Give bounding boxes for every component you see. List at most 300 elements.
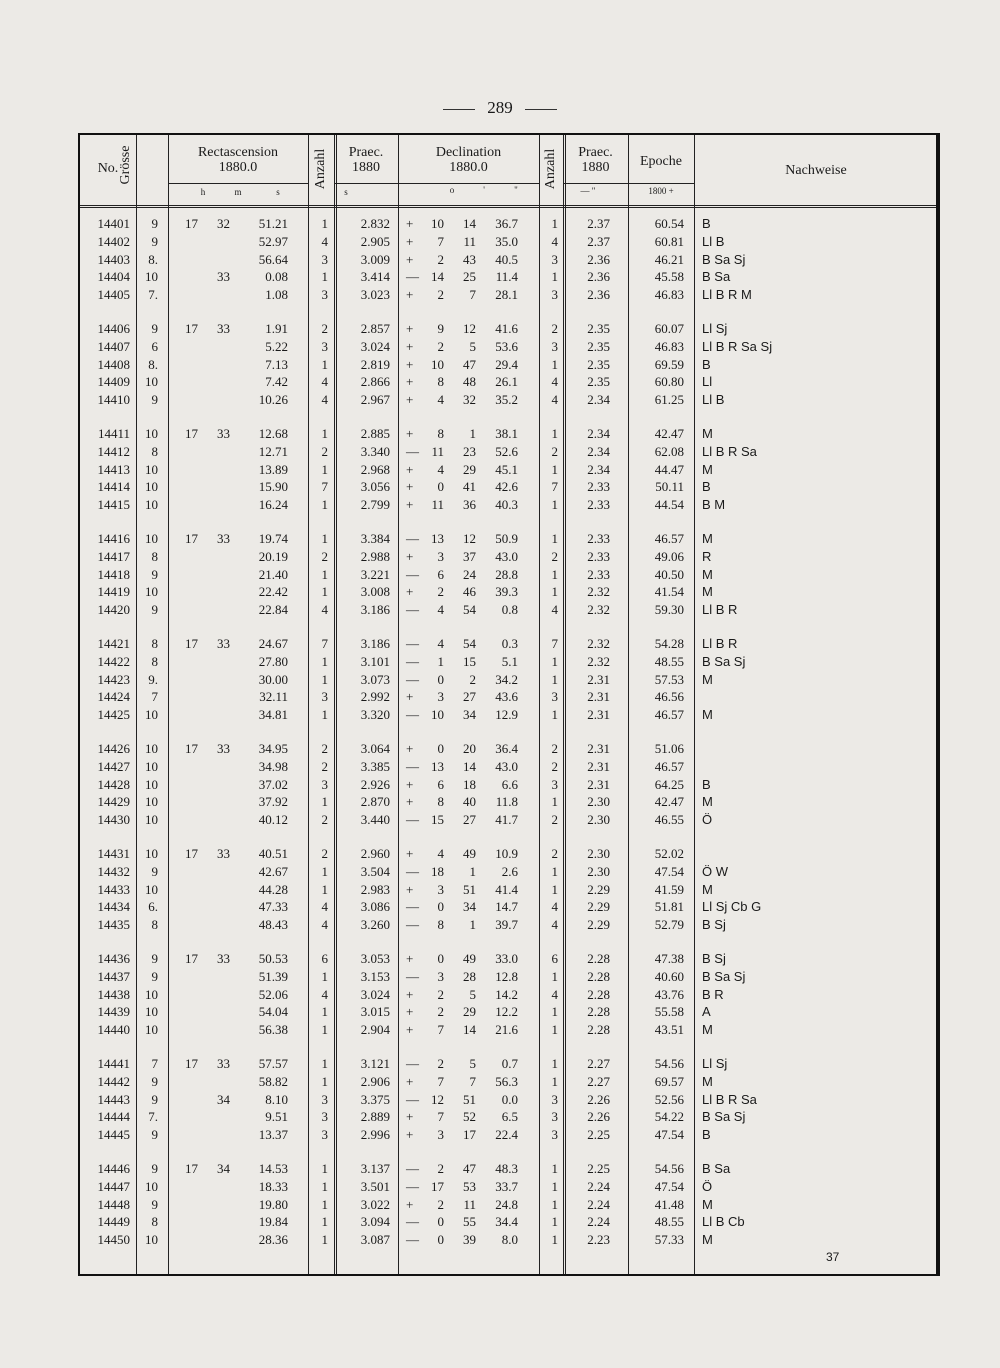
cell-ra-s: 15.90 <box>258 479 288 495</box>
cell-ra-s: 7.42 <box>265 374 288 390</box>
cell-groesse: 10 <box>145 1022 158 1038</box>
cell-epoche: 45.58 <box>654 269 684 285</box>
cell-decl-sign: + <box>406 233 414 249</box>
cell-anzahl: 4 <box>321 392 328 408</box>
cell-decl-sec: 41.7 <box>495 812 518 828</box>
cell-no: 14424 <box>97 689 130 705</box>
cell-no: 14435 <box>97 917 130 933</box>
cell-anzahl2: 2 <box>551 548 558 564</box>
cell-anzahl2: 1 <box>551 1073 558 1089</box>
cell-decl-sec: 39.3 <box>495 584 518 600</box>
cell-anzahl2: 4 <box>551 602 558 618</box>
cell-anzahl: 1 <box>321 1073 328 1089</box>
cell-decl-sign: + <box>406 1127 414 1143</box>
cell-praec-ra: 3.086 <box>360 899 390 915</box>
cell-no: 14421 <box>97 636 130 651</box>
cell-anzahl: 1 <box>321 356 328 372</box>
cell-ra-m: 33 <box>217 269 230 285</box>
cell-anzahl: 1 <box>321 881 328 897</box>
cell-epoche: 46.83 <box>654 287 684 303</box>
cell-decl-sign: + <box>406 1196 414 1212</box>
cell-anzahl: 3 <box>321 1127 328 1143</box>
cell-anzahl2: 1 <box>551 1214 558 1230</box>
cell-decl-min: 43 <box>463 251 476 267</box>
cell-decl-sec: 28.1 <box>495 287 518 303</box>
cell-decl-deg: 0 <box>437 479 444 495</box>
cell-decl-deg: 0 <box>437 671 444 687</box>
cell-decl-sign: — <box>406 671 419 687</box>
cell-decl-sign: — <box>406 1091 419 1107</box>
cell-anzahl: 1 <box>321 794 328 810</box>
cell-anzahl2: 1 <box>551 461 558 477</box>
star-catalogue-table <box>78 133 940 1276</box>
cell-ra-s: 20.19 <box>258 548 288 564</box>
cell-decl-sign: + <box>406 479 414 495</box>
cell-praec-ra: 2.819 <box>360 356 390 372</box>
cell-epoche: 54.28 <box>654 636 684 651</box>
cell-decl-sign: — <box>406 1178 419 1194</box>
cell-decl-deg: 2 <box>437 986 444 1002</box>
cell-praec-decl: 2.34 <box>587 392 610 408</box>
cell-groesse: 8 <box>151 548 158 564</box>
cell-praec-decl: 2.35 <box>587 338 610 354</box>
col-praec-decl-header <box>563 145 628 175</box>
cell-groesse: 7. <box>148 1109 158 1125</box>
cell-anzahl: 1 <box>321 707 328 723</box>
cell-epoche: 60.81 <box>654 233 684 249</box>
cell-anzahl2: 2 <box>551 443 558 459</box>
cell-praec-ra: 2.960 <box>360 846 390 861</box>
cell-praec-ra: 3.056 <box>360 479 390 495</box>
cell-epoche: 61.25 <box>654 392 684 408</box>
cell-decl-min: 37 <box>463 548 476 564</box>
cell-ra-m: 33 <box>217 321 230 336</box>
col-praec-ra-header <box>334 145 398 175</box>
cell-praec-decl: 2.24 <box>587 1196 610 1212</box>
cell-praec-decl: 2.33 <box>587 548 610 564</box>
cell-praec-ra: 3.385 <box>360 758 390 774</box>
cell-anzahl2: 1 <box>551 1022 558 1038</box>
praec-decl-label: Praec. <box>578 145 613 160</box>
cell-praec-decl: 2.34 <box>587 443 610 459</box>
cell-ra-m: 33 <box>217 951 230 966</box>
cell-groesse: 10 <box>145 846 158 861</box>
cell-praec-decl: 2.28 <box>587 986 610 1002</box>
cell-praec-ra: 2.967 <box>360 392 390 408</box>
cell-groesse: 9 <box>151 1073 158 1089</box>
cell-ra-s: 19.80 <box>258 1196 288 1212</box>
cell-decl-min: 51 <box>463 1091 476 1107</box>
cell-decl-min: 1 <box>469 917 476 933</box>
cell-praec-ra: 3.101 <box>360 653 390 669</box>
col-ra-header <box>168 145 308 175</box>
cell-decl-min: 11 <box>463 233 476 249</box>
cell-groesse: 9 <box>151 1161 158 1176</box>
cell-groesse: 6. <box>148 899 158 915</box>
cell-epoche: 43.51 <box>654 1022 684 1038</box>
cell-decl-sign: + <box>406 374 414 390</box>
cell-praec-ra: 3.414 <box>360 269 390 285</box>
cell-anzahl2: 1 <box>551 1196 558 1212</box>
cell-decl-sign: + <box>406 497 414 513</box>
cell-anzahl: 1 <box>321 497 328 513</box>
col-decl-header <box>398 145 539 175</box>
cell-epoche: 46.57 <box>654 707 684 723</box>
cell-praec-ra: 3.501 <box>360 1178 390 1194</box>
cell-groesse: 10 <box>145 1004 158 1020</box>
cell-decl-sign: — <box>406 917 419 933</box>
cell-decl-deg: 14 <box>431 269 444 285</box>
cell-praec-decl: 2.27 <box>587 1073 610 1089</box>
cell-anzahl: 1 <box>321 671 328 687</box>
cell-ra-h: 17 <box>185 846 198 861</box>
cell-nachweise: B <box>702 356 711 372</box>
cell-no: 14447 <box>97 1178 130 1194</box>
cell-praec-decl: 2.24 <box>587 1178 610 1194</box>
cell-decl-min: 47 <box>463 356 476 372</box>
cell-anzahl: 3 <box>321 1091 328 1107</box>
cell-ra-s: 56.64 <box>258 251 288 267</box>
cell-decl-min: 52 <box>463 1109 476 1125</box>
cell-anzahl: 3 <box>321 689 328 705</box>
cell-epoche: 48.55 <box>654 1214 684 1230</box>
cell-no: 14401 <box>97 216 130 231</box>
cell-praec-ra: 3.320 <box>360 707 390 723</box>
cell-decl-sec: 39.7 <box>495 917 518 933</box>
cell-no: 14411 <box>97 426 130 441</box>
cell-decl-sec: 50.9 <box>495 531 518 546</box>
cell-praec-ra: 3.260 <box>360 917 390 933</box>
cell-decl-deg: 6 <box>437 566 444 582</box>
cell-anzahl2: 3 <box>551 1091 558 1107</box>
cell-no: 14409 <box>97 374 130 390</box>
cell-no: 14414 <box>97 479 130 495</box>
cell-ra-s: 7.13 <box>265 356 288 372</box>
cell-groesse: 9 <box>151 1196 158 1212</box>
cell-ra-s: 40.51 <box>258 846 288 861</box>
cell-anzahl: 6 <box>321 951 328 966</box>
cell-epoche: 54.56 <box>654 1056 684 1071</box>
cell-decl-sign: + <box>406 356 414 372</box>
cell-no: 14434 <box>97 899 130 915</box>
cell-epoche: 41.54 <box>654 584 684 600</box>
cell-praec-ra: 2.904 <box>360 1022 390 1038</box>
cell-decl-deg: 2 <box>437 1004 444 1020</box>
cell-decl-sign: + <box>406 216 414 231</box>
cell-groesse: 9 <box>151 968 158 984</box>
cell-nachweise: B Sa <box>702 1161 731 1176</box>
cell-decl-sign: + <box>406 689 414 705</box>
cell-decl-sec: 21.6 <box>495 1022 518 1038</box>
cell-praec-ra: 3.024 <box>360 338 390 354</box>
cell-decl-deg: 4 <box>437 636 444 651</box>
cell-anzahl2: 7 <box>551 636 558 651</box>
cell-praec-decl: 2.35 <box>587 356 610 372</box>
cell-decl-deg: 4 <box>437 392 444 408</box>
cell-nachweise: Ö W <box>702 863 728 879</box>
cell-praec-ra: 3.504 <box>360 863 390 879</box>
cell-decl-sec: 56.3 <box>495 1073 518 1089</box>
cell-decl-min: 2 <box>469 671 476 687</box>
cell-anzahl2: 4 <box>551 374 558 390</box>
cell-praec-ra: 3.087 <box>360 1232 390 1248</box>
cell-decl-sign: — <box>406 531 419 546</box>
cell-decl-sec: 24.8 <box>495 1196 518 1212</box>
col-nachweise-header: Nachweise <box>785 163 847 178</box>
cell-decl-sec: 45.1 <box>495 461 518 477</box>
cell-decl-sec: 6.5 <box>501 1109 518 1125</box>
cell-praec-decl: 2.32 <box>587 602 610 618</box>
cell-nachweise: M <box>702 794 713 810</box>
cell-nachweise: B <box>702 776 711 792</box>
cell-praec-ra: 3.064 <box>360 741 390 756</box>
cell-decl-min: 27 <box>463 812 476 828</box>
cell-nachweise: M <box>702 584 713 600</box>
cell-nachweise: B Sa Sj <box>702 968 746 984</box>
cell-praec-decl: 2.37 <box>587 216 610 231</box>
cell-nachweise: M <box>702 461 713 477</box>
cell-anzahl: 1 <box>321 1196 328 1212</box>
epoche-unit: 1800 + <box>648 186 674 196</box>
cell-ra-m: 34 <box>217 1161 230 1176</box>
cell-no: 14420 <box>97 602 130 618</box>
cell-praec-decl: 2.31 <box>587 741 610 756</box>
cell-decl-min: 41 <box>463 479 476 495</box>
cell-decl-sec: 43.0 <box>495 548 518 564</box>
cell-ra-s: 44.28 <box>258 881 288 897</box>
cell-decl-deg: 3 <box>437 689 444 705</box>
cell-nachweise: Ll B Cb <box>702 1214 745 1230</box>
cell-epoche: 40.50 <box>654 566 684 582</box>
cell-nachweise: M <box>702 566 713 582</box>
col-anzahl-header: Anzahl <box>313 148 328 190</box>
cell-groesse: 10 <box>145 584 158 600</box>
cell-epoche: 46.83 <box>654 338 684 354</box>
cell-decl-deg: 2 <box>437 1056 444 1071</box>
cell-anzahl: 1 <box>321 1004 328 1020</box>
cell-anzahl: 1 <box>321 1056 328 1071</box>
cell-nachweise: M <box>702 426 713 441</box>
cell-groesse: 10 <box>145 374 158 390</box>
cell-no: 14433 <box>97 881 130 897</box>
cell-decl-sec: 53.6 <box>495 338 518 354</box>
cell-praec-decl: 2.24 <box>587 1214 610 1230</box>
cell-nachweise: Ll Sj Cb G <box>702 899 762 915</box>
cell-praec-decl: 2.37 <box>587 233 610 249</box>
cell-decl-sec: 0.7 <box>501 1056 518 1071</box>
cell-ra-s: 27.80 <box>258 653 288 669</box>
cell-no: 14405 <box>97 287 130 303</box>
cell-anzahl: 3 <box>321 251 328 267</box>
cell-praec-ra: 2.905 <box>360 233 390 249</box>
cell-decl-deg: 0 <box>437 1232 444 1248</box>
cell-nachweise: Ll <box>702 374 713 390</box>
cell-decl-sec: 8.0 <box>501 1232 518 1248</box>
cell-epoche: 57.33 <box>654 1232 684 1248</box>
cell-epoche: 41.59 <box>654 881 684 897</box>
cell-praec-decl: 2.36 <box>587 269 610 285</box>
cell-ra-s: 1.91 <box>265 321 288 336</box>
cell-groesse: 9 <box>151 602 158 618</box>
cell-praec-ra: 3.009 <box>360 251 390 267</box>
decl-title: Declination <box>435 145 502 160</box>
cell-praec-ra: 3.137 <box>360 1161 390 1176</box>
cell-groesse: 9 <box>151 1127 158 1143</box>
cell-nachweise: Ll B <box>702 392 725 408</box>
cell-decl-min: 51 <box>463 881 476 897</box>
cell-decl-sign: — <box>406 1161 419 1176</box>
cell-anzahl: 1 <box>321 1232 328 1248</box>
cell-groesse: 10 <box>145 741 158 756</box>
cell-decl-sign: + <box>406 338 414 354</box>
cell-praec-decl: 2.29 <box>587 881 610 897</box>
cell-decl-min: 28 <box>463 968 476 984</box>
cell-decl-min: 14 <box>463 216 476 231</box>
cell-anzahl: 4 <box>321 899 328 915</box>
cell-ra-h: 17 <box>185 216 198 231</box>
cell-anzahl2: 1 <box>551 794 558 810</box>
cell-ra-s: 47.33 <box>258 899 288 915</box>
cell-epoche: 46.57 <box>654 758 684 774</box>
cell-anzahl2: 4 <box>551 392 558 408</box>
page-number <box>0 98 1000 118</box>
cell-groesse: 9 <box>151 951 158 966</box>
cell-decl-sec: 26.1 <box>495 374 518 390</box>
cell-decl-deg: 2 <box>437 1196 444 1212</box>
cell-decl-sec: 41.4 <box>495 881 518 897</box>
cell-praec-ra: 3.221 <box>360 566 390 582</box>
cell-anzahl: 1 <box>321 426 328 441</box>
cell-ra-s: 1.08 <box>265 287 288 303</box>
cell-decl-min: 49 <box>463 951 476 966</box>
cell-decl-sign: + <box>406 426 414 441</box>
cell-ra-s: 19.74 <box>258 531 288 546</box>
cell-ra-m: 32 <box>217 216 230 231</box>
cell-ra-s: 19.84 <box>258 1214 288 1230</box>
cell-decl-sign: — <box>406 968 419 984</box>
cell-ra-s: 37.92 <box>258 794 288 810</box>
cell-anzahl: 2 <box>321 443 328 459</box>
cell-no: 14415 <box>97 497 130 513</box>
cell-decl-deg: 13 <box>431 531 444 546</box>
cell-ra-s: 28.36 <box>258 1232 288 1248</box>
cell-decl-sign: + <box>406 392 414 408</box>
cell-no: 14423 <box>97 671 130 687</box>
ra-s-unit: s <box>276 187 280 197</box>
cell-epoche: 44.47 <box>654 461 684 477</box>
cell-decl-sec: 38.1 <box>495 426 518 441</box>
cell-praec-ra: 2.906 <box>360 1073 390 1089</box>
cell-groesse: 9 <box>151 233 158 249</box>
cell-decl-sign: + <box>406 1073 414 1089</box>
cell-anzahl2: 4 <box>551 986 558 1002</box>
cell-nachweise: M <box>702 1073 713 1089</box>
praec-ra-year: 1880 <box>352 160 380 175</box>
cell-ra-s: 10.26 <box>258 392 288 408</box>
cell-praec-ra: 3.121 <box>360 1056 390 1071</box>
cell-nachweise: B Sa Sj <box>702 653 746 669</box>
cell-anzahl2: 3 <box>551 776 558 792</box>
cell-decl-min: 36 <box>463 497 476 513</box>
cell-decl-sec: 33.7 <box>495 1178 518 1194</box>
cell-ra-m: 33 <box>217 636 230 651</box>
cell-nachweise: B <box>702 1127 711 1143</box>
cell-ra-s: 9.51 <box>265 1109 288 1125</box>
cell-anzahl2: 4 <box>551 899 558 915</box>
cell-ra-s: 54.04 <box>258 1004 288 1020</box>
cell-praec-ra: 3.023 <box>360 287 390 303</box>
cell-ra-m: 34 <box>217 1091 230 1107</box>
footer-mark: 37 <box>826 1250 840 1264</box>
cell-decl-min: 48 <box>463 374 476 390</box>
cell-praec-decl: 2.33 <box>587 566 610 582</box>
cell-decl-deg: 9 <box>437 321 444 336</box>
cell-groesse: 10 <box>145 1178 158 1194</box>
cell-praec-ra: 3.186 <box>360 602 390 618</box>
cell-nachweise: M <box>702 707 713 723</box>
cell-no: 14429 <box>97 794 130 810</box>
cell-decl-sec: 12.2 <box>495 1004 518 1020</box>
cell-decl-min: 46 <box>463 584 476 600</box>
cell-groesse: 10 <box>145 812 158 828</box>
cell-groesse: 9 <box>151 392 158 408</box>
cell-epoche: 46.57 <box>654 531 684 546</box>
cell-decl-sec: 28.8 <box>495 566 518 582</box>
cell-decl-deg: 3 <box>437 1127 444 1143</box>
cell-decl-deg: 12 <box>431 1091 444 1107</box>
cell-decl-deg: 0 <box>437 899 444 915</box>
cell-decl-min: 12 <box>463 531 476 546</box>
cell-groesse: 10 <box>145 758 158 774</box>
cell-no: 14443 <box>97 1091 130 1107</box>
cell-decl-sec: 33.0 <box>495 951 518 966</box>
cell-ra-s: 21.40 <box>258 566 288 582</box>
cell-praec-ra: 2.885 <box>360 426 390 441</box>
cell-praec-decl: 2.33 <box>587 479 610 495</box>
cell-decl-sign: + <box>406 548 414 564</box>
cell-decl-sign: — <box>406 602 419 618</box>
cell-anzahl: 4 <box>321 374 328 390</box>
decl-deg-unit: o <box>449 185 455 195</box>
cell-praec-ra: 3.022 <box>360 1196 390 1212</box>
cell-nachweise: B Sa Sj <box>702 1109 746 1125</box>
cell-no: 14430 <box>97 812 130 828</box>
cell-no: 14419 <box>97 584 130 600</box>
cell-decl-sign: — <box>406 1056 419 1071</box>
cell-anzahl2: 1 <box>551 1178 558 1194</box>
cell-decl-sign: + <box>406 251 414 267</box>
cell-anzahl2: 1 <box>551 269 558 285</box>
cell-epoche: 52.79 <box>654 917 684 933</box>
cell-praec-ra: 2.889 <box>360 1109 390 1125</box>
cell-decl-sec: 12.8 <box>495 968 518 984</box>
cell-anzahl: 2 <box>321 758 328 774</box>
cell-praec-ra: 3.153 <box>360 968 390 984</box>
cell-no: 14404 <box>97 269 130 285</box>
cell-anzahl: 2 <box>321 812 328 828</box>
cell-groesse: 10 <box>145 497 158 513</box>
cell-no: 14441 <box>97 1056 130 1071</box>
cell-praec-ra: 2.832 <box>360 216 390 231</box>
decl-min-unit: ' <box>483 185 485 195</box>
cell-anzahl: 7 <box>321 636 328 651</box>
cell-praec-decl: 2.31 <box>587 689 610 705</box>
cell-anzahl2: 3 <box>551 338 558 354</box>
cell-no: 14436 <box>97 951 130 966</box>
cell-ra-s: 13.89 <box>258 461 288 477</box>
cell-groesse: 8 <box>151 917 158 933</box>
cell-decl-min: 54 <box>463 636 476 651</box>
